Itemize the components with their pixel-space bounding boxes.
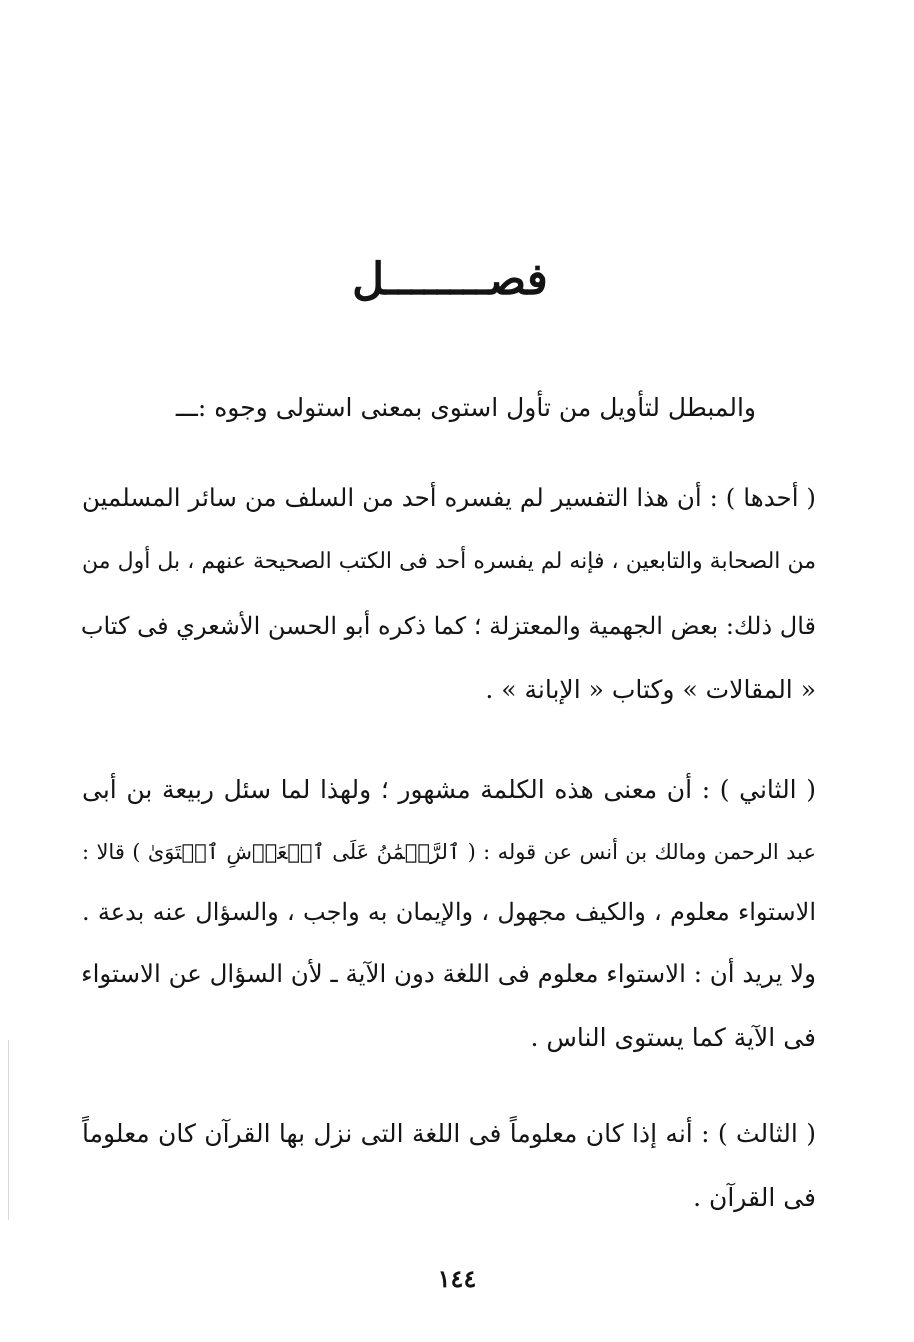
section-heading: فصــــــــل — [352, 254, 548, 305]
page-number: ١٤٤ — [437, 1264, 477, 1293]
text-line: ولا يريد أن : الاستواء معلوم فى اللغة دون الآية ـ لأن السؤال عن الاستواء — [81, 959, 816, 988]
text-line: عبد الرحمن ومالك بن أنس عن قوله : ( ٱلرَّحۡمَٰنُ عَلَى ٱلۡعَرۡشِ ٱسۡتَوَىٰ ) قالا : — [82, 840, 816, 864]
text-line: من الصحابة والتابعين ، فإنه لم يفسره أحد فى الكتب الصحيحة عنهم ، بل أول من — [82, 549, 816, 574]
text-line: قال ذلك: بعض الجهمية والمعتزلة ؛ كما ذكره أبو الحسن الأشعري فى كتاب — [80, 612, 816, 640]
text-line: والمبطل لتأويل من تأول استوى بمعنى استولى وجوه :ـــ — [175, 393, 756, 422]
text-line: ( أحدها ) : أن هذا التفسير لم يفسره أحد من السلف من سائر المسلمين — [82, 483, 816, 512]
text-line: « المقالات » وكتاب « الإبانة » . — [485, 675, 816, 704]
margin-line — [8, 1040, 9, 1220]
text-line: ( الثاني ) : أن معنى هذه الكلمة مشهور ؛ ولهذا لما سئل ربيعة بن أبى — [82, 775, 816, 804]
text-line: فى القرآن . — [693, 1183, 816, 1212]
text-line: الاستواء معلوم ، والكيف مجهول ، والإيمان به واجب ، والسؤال عنه بدعة . — [82, 898, 816, 926]
text-line: فى الآية كما يستوى الناس . — [530, 1023, 816, 1052]
text-line: ( الثالث ) : أنه إذا كان معلوماً فى اللغة التى نزل بها القرآن كان معلوماً — [82, 1119, 816, 1148]
